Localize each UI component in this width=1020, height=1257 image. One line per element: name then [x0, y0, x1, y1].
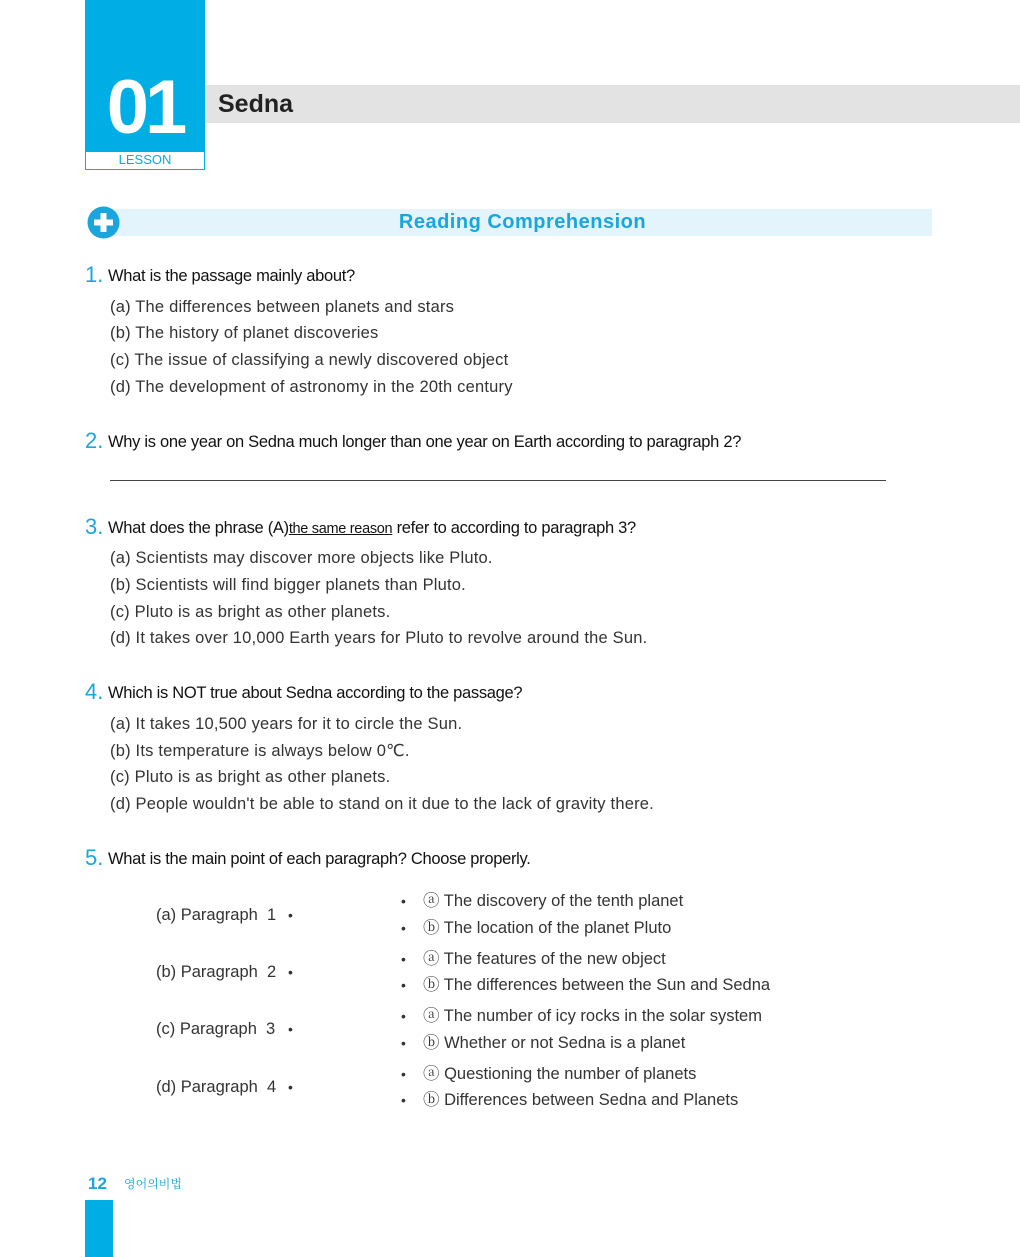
page-number: 12: [88, 1174, 107, 1193]
match-dot[interactable]: •: [401, 951, 406, 967]
title-bar: [205, 85, 1020, 123]
match-dot[interactable]: •: [401, 1035, 406, 1051]
match-option: ⓐ Questioning the number of planets: [423, 1065, 697, 1083]
answer-line[interactable]: [110, 480, 886, 481]
section-title: Reading Comprehension: [398, 211, 647, 233]
page-title: Sedna: [218, 90, 294, 118]
match-option: ⓑ Differences between Sedna and Planets: [423, 1091, 739, 1109]
answer-option: (b) Its temperature is always below 0℃.: [110, 742, 410, 760]
match-dot[interactable]: •: [288, 1021, 293, 1037]
paragraph-label: (d) Paragraph 4: [156, 1078, 277, 1096]
question-text: What is the main point of each paragraph? Choose properly.: [108, 850, 531, 868]
question-number: 4.: [85, 679, 104, 704]
match-dot[interactable]: •: [401, 1092, 406, 1108]
answer-option: (d) The development of astronomy in the 20th century: [110, 378, 513, 396]
match-dot[interactable]: •: [401, 920, 406, 936]
question-text: [108, 517, 636, 540]
answer-option: (b) Scientists will find bigger planets than Pluto.: [110, 576, 466, 594]
book-title: 영어의비법: [124, 1177, 182, 1191]
question-number: 3.: [85, 514, 104, 539]
answer-option: (a) It takes 10,500 years for it to circle the Sun.: [110, 715, 463, 733]
match-option: ⓐ The number of icy rocks in the solar system: [423, 1007, 762, 1025]
match-option: ⓐ The discovery of the tenth planet: [423, 892, 684, 910]
answer-option: (c) The issue of classifying a newly discovered object: [110, 351, 509, 369]
match-option: ⓐ The features of the new object: [423, 950, 666, 968]
question-text-start: What does the phrase (A): [108, 519, 289, 537]
answer-option: (a) The differences between planets and stars: [110, 298, 455, 316]
answer-option: (d) People wouldn't be able to stand on it due to the lack of gravity there.: [110, 795, 654, 813]
match-option: ⓑ Whether or not Sedna is a planet: [423, 1034, 686, 1052]
answer-option: (a) Scientists may discover more objects like Pluto.: [110, 549, 493, 567]
match-dot[interactable]: •: [401, 1066, 406, 1082]
match-dot[interactable]: •: [401, 977, 406, 993]
match-dot[interactable]: •: [401, 1008, 406, 1024]
lesson-label: LESSON: [118, 152, 172, 167]
match-dot[interactable]: •: [288, 964, 293, 980]
paragraph-label: (c) Paragraph 3: [156, 1020, 276, 1038]
answer-option: (c) Pluto is as bright as other planets.: [110, 768, 391, 786]
match-option: ⓑ The location of the planet Pluto: [423, 919, 672, 937]
question-number: 1.: [85, 262, 104, 287]
answer-option: (d) It takes over 10,000 Earth years for Pluto to revolve around the Sun.: [110, 629, 648, 647]
paragraph-label: (b) Paragraph 2: [156, 963, 277, 981]
question-number: 2.: [85, 428, 104, 453]
question-text: What is the passage mainly about?: [108, 267, 355, 285]
lesson-number: 01: [106, 65, 184, 150]
match-option: ⓑ The differences between the Sun and Sedna: [423, 976, 771, 994]
match-dot[interactable]: •: [401, 893, 406, 909]
match-dot[interactable]: •: [288, 907, 293, 923]
paragraph-label: (a) Paragraph 1: [156, 906, 277, 924]
match-dot[interactable]: •: [288, 1079, 293, 1095]
underlined-phrase: the same reason: [288, 521, 393, 537]
answer-option: (b) The history of planet discoveries: [110, 324, 379, 342]
footer-accent-bar: [85, 1200, 113, 1257]
question-text-end: refer to according to paragraph 3?: [392, 519, 636, 537]
question-text: Why is one year on Sedna much longer than one year on Earth according to paragraph 2?: [108, 433, 742, 451]
question-number: 5.: [85, 845, 104, 870]
question-text: Which is NOT true about Sedna according to the passage?: [108, 684, 523, 702]
answer-option: (c) Pluto is as bright as other planets.: [110, 603, 391, 621]
